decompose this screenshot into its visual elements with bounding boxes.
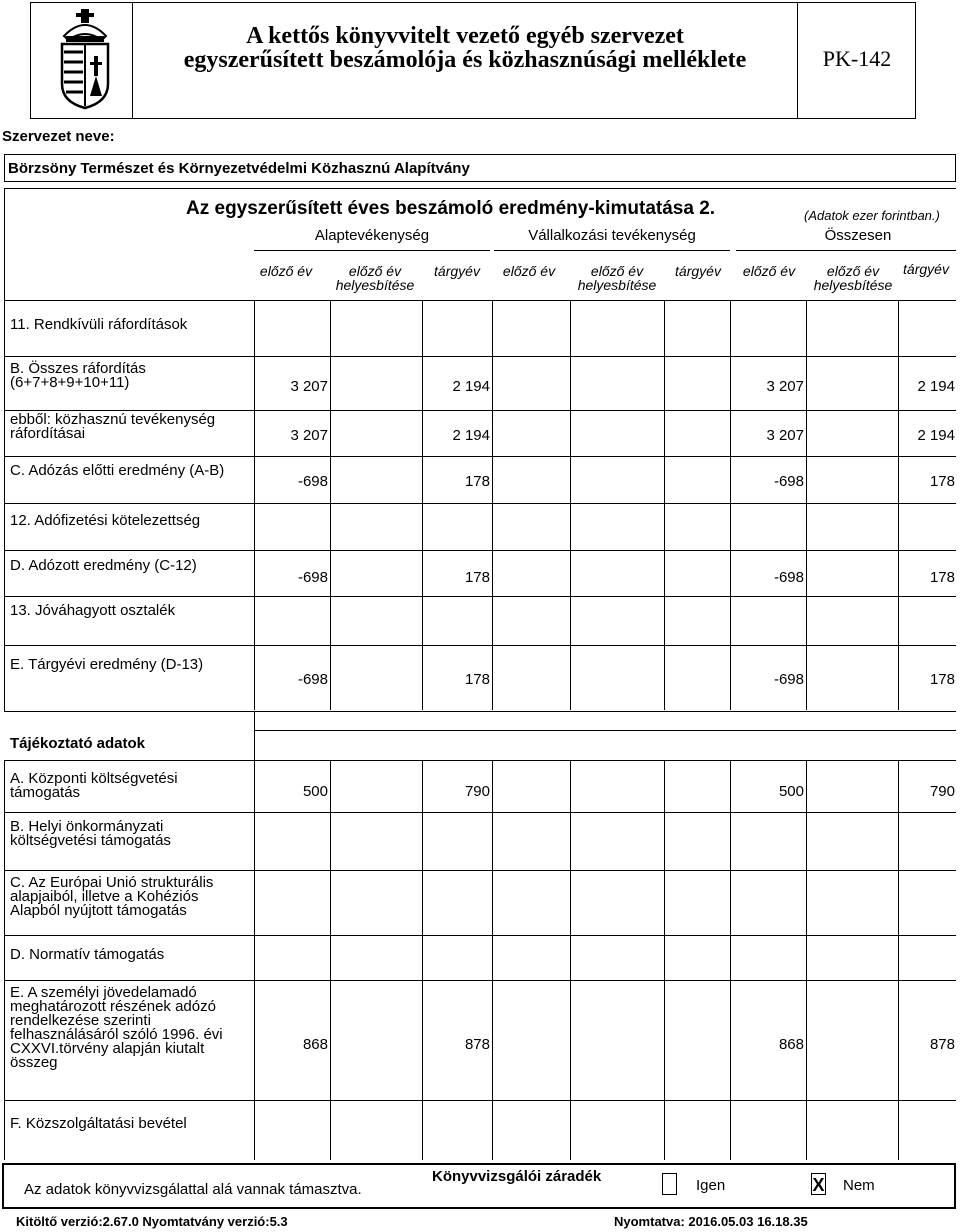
cell-total-prev[interactable]: -698 xyxy=(773,671,804,688)
row-label-tax-liability: 12. Adófizetési kötelezettség xyxy=(10,512,201,529)
cell-base-prev[interactable]: 868 xyxy=(302,1036,328,1053)
org-name: Börzsöny Természet és Környezetvédelmi Közhasznú Alapítvány xyxy=(8,160,470,177)
cell-total-curr[interactable]: 878 xyxy=(929,1036,955,1053)
coat-of-arms-logo xyxy=(52,6,118,112)
audit-yes-checkbox[interactable] xyxy=(662,1173,677,1195)
info-label-central-budget-support: A. Központi költségvetési támogatás xyxy=(10,770,178,801)
form-title: A kettős könyvvitelt vezető egyéb szervezet egyszerűsített beszámolója és közhasznúsági melléklete xyxy=(183,23,747,73)
group-header-total: Összesen xyxy=(824,227,892,244)
col-header-curr: tárgyév xyxy=(434,263,480,279)
footer-print-time: Nyomtatva: 2016.05.03 16.18.35 xyxy=(614,1214,808,1229)
row-label-pre-tax-result: C. Adózás előtti eredmény (A-B) xyxy=(10,462,225,479)
col-header-curr: tárgyév xyxy=(903,261,949,277)
cell-base-prev[interactable]: 3 207 xyxy=(290,427,328,444)
cell-base-prev[interactable]: 3 207 xyxy=(290,378,328,395)
audit-no-label: Nem xyxy=(843,1177,875,1194)
cell-total-prev[interactable]: -698 xyxy=(773,473,804,490)
col-header-corr: előző év helyesbítése xyxy=(335,263,415,293)
cell-base-prev[interactable]: -698 xyxy=(297,473,328,490)
cell-base-curr[interactable]: 178 xyxy=(464,671,490,688)
cell-base-prev[interactable]: -698 xyxy=(297,569,328,586)
cell-total-curr[interactable]: 178 xyxy=(929,569,955,586)
cell-base-prev[interactable]: -698 xyxy=(297,671,328,688)
row-label-extraordinary-expenses: 11. Rendkívüli ráfordítások xyxy=(10,316,188,333)
cell-total-prev[interactable]: 868 xyxy=(778,1036,804,1053)
col-header-corr: előző év helyesbítése xyxy=(813,263,893,293)
info-label-local-government-support: B. Helyi önkormányzati költségvetési támogatás xyxy=(10,818,171,849)
col-header-prev: előző év xyxy=(742,263,796,279)
info-label-normative-support: D. Normatív támogatás xyxy=(10,946,165,963)
cell-base-curr[interactable]: 790 xyxy=(464,783,490,800)
cell-total-curr[interactable]: 2 194 xyxy=(917,427,955,444)
info-label-personal-income-tax-1pct: E. A személyi jövedelamadó meghatározott részének adózó rendelkezése szerinti felhasználásáról szóló 1996. évi CXXVI.törvény alapján kiutalt összeg xyxy=(10,984,223,1071)
cell-total-curr[interactable]: 178 xyxy=(929,473,955,490)
cell-base-curr[interactable]: 878 xyxy=(464,1036,490,1053)
row-label-approved-dividend: 13. Jóváhagyott osztalék xyxy=(10,602,176,619)
row-label-current-year-result: E. Tárgyévi eredmény (D-13) xyxy=(10,656,204,673)
form-code: PK-142 xyxy=(822,46,892,71)
cell-total-prev[interactable]: 3 207 xyxy=(766,427,804,444)
info-label-public-service-revenue: F. Közszolgáltatási bevétel xyxy=(10,1115,187,1132)
footer-version: Kitöltő verzió:2.67.0 Nyomtatvány verzió:5.3 xyxy=(16,1214,288,1229)
col-header-curr: tárgyév xyxy=(675,263,721,279)
cell-total-curr[interactable]: 790 xyxy=(929,783,955,800)
info-section-title: Tájékoztató adatok xyxy=(10,735,146,752)
info-label-eu-support: C. Az Európai Unió strukturális alapjaiból, illetve a Kohéziós Alapból nyújtott támogatás xyxy=(10,874,214,919)
row-label-public-benefit-expenses: ebből: közhasznú tevékenység ráfordításai xyxy=(10,411,216,442)
group-header-base: Alaptevékenység xyxy=(314,227,430,244)
cell-total-prev[interactable]: 3 207 xyxy=(766,378,804,395)
cell-base-prev[interactable]: 500 xyxy=(302,783,328,800)
cell-total-prev[interactable]: -698 xyxy=(773,569,804,586)
unit-note: (Adatok ezer forintban.) xyxy=(804,208,940,223)
col-header-prev: előző év xyxy=(259,263,313,279)
audit-no-check-mark: X xyxy=(812,1175,825,1195)
cell-base-curr[interactable]: 2 194 xyxy=(452,378,490,395)
cell-total-curr[interactable]: 178 xyxy=(929,671,955,688)
cell-base-curr[interactable]: 178 xyxy=(464,473,490,490)
group-header-business: Vállalkozási tevékenység xyxy=(528,227,696,244)
cell-base-curr[interactable]: 2 194 xyxy=(452,427,490,444)
cell-total-curr[interactable]: 2 194 xyxy=(917,378,955,395)
audit-yes-label: Igen xyxy=(696,1177,726,1194)
audit-title: Könyvvizsgálói záradék xyxy=(432,1168,602,1185)
audit-statement: Az adatok könyvvizsgálattal alá vannak támasztva. xyxy=(24,1181,362,1198)
cell-base-curr[interactable]: 178 xyxy=(464,569,490,586)
org-label: Szervezet neve: xyxy=(2,128,115,145)
cell-total-prev[interactable]: 500 xyxy=(778,783,804,800)
row-label-total-expenses: B. Összes ráfordítás (6+7+8+9+10+11) xyxy=(10,360,146,391)
section-title: Az egyszerűsített éves beszámoló eredmény-kimutatása 2. xyxy=(186,198,716,219)
col-header-prev: előző év xyxy=(502,263,556,279)
row-label-after-tax-result: D. Adózott eredmény (C-12) xyxy=(10,557,197,574)
col-header-corr: előző év helyesbítése xyxy=(577,263,657,293)
